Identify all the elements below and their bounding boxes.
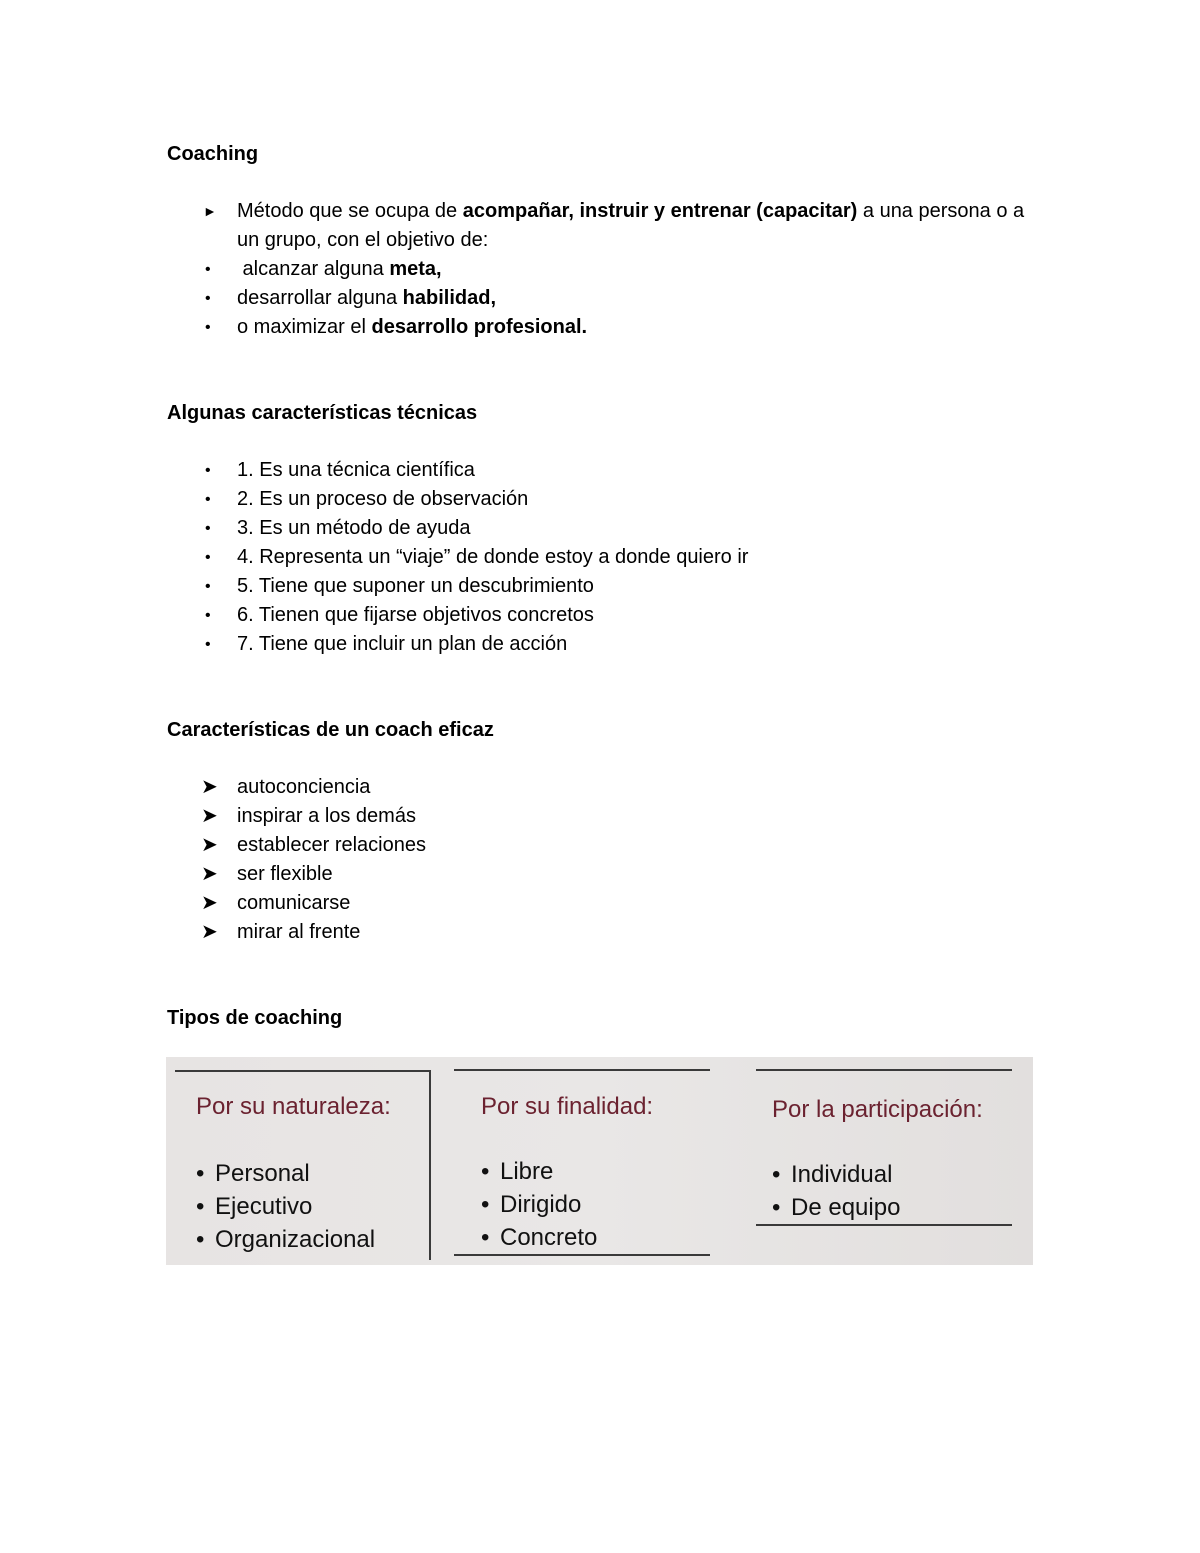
list-item: • Personal xyxy=(196,1157,391,1190)
bullet-icon: • xyxy=(205,607,211,624)
bullet-icon: • xyxy=(481,1224,490,1251)
divider-line xyxy=(454,1254,710,1256)
list-item-objective: • o maximizar el desarrollo profesional. xyxy=(167,313,1037,342)
list-item-objective: • desarrollar alguna habilidad, xyxy=(167,284,1037,313)
divider-line xyxy=(175,1070,430,1072)
divider-line xyxy=(454,1069,710,1071)
bullet-icon: • xyxy=(481,1158,490,1185)
list-item: • 2. Es un proceso de observación xyxy=(167,485,1037,514)
bullet-icon: • xyxy=(772,1194,781,1221)
list-item: • Organizacional xyxy=(196,1223,391,1256)
list-item: ➤ establecer relaciones xyxy=(167,831,1037,860)
triangle-bullet-icon: ► xyxy=(203,203,217,219)
list-item: • Dirigido xyxy=(481,1188,653,1221)
list-item: • Concreto xyxy=(481,1221,653,1254)
type-column-title: Por la participación: xyxy=(772,1096,983,1123)
list-item-objective: • alcanzar alguna meta, xyxy=(167,255,1037,284)
bullet-icon: • xyxy=(196,1226,205,1253)
list-item: • De equipo xyxy=(772,1191,983,1224)
document-page xyxy=(167,140,1037,1033)
list-item-definition: ► Método que se ocupa de acompañar, instruir y entrenar (capacitar) a una persona o a un grupo, con el objetivo de: xyxy=(167,197,1037,255)
coaching-types-panel xyxy=(166,1057,1033,1265)
bullet-icon: • xyxy=(205,549,211,566)
bullet-icon: • xyxy=(772,1161,781,1188)
section-title-technical: Algunas características técnicas xyxy=(167,402,478,424)
section-title-types: Tipos de coaching xyxy=(167,1007,343,1029)
type-column-title: Por su naturaleza: xyxy=(196,1093,391,1120)
coaching-list xyxy=(167,197,1037,342)
bullet-icon: • xyxy=(205,290,211,307)
list-item: • 7. Tiene que incluir un plan de acción xyxy=(167,630,1037,659)
arrow-bullet-icon: ➤ xyxy=(201,892,218,914)
arrow-bullet-icon: ➤ xyxy=(201,834,218,856)
divider-line xyxy=(756,1069,1012,1071)
type-column-naturaleza xyxy=(196,1092,391,1256)
bullet-icon: • xyxy=(205,636,211,653)
list-item: • Ejecutivo xyxy=(196,1190,391,1223)
arrow-bullet-icon: ➤ xyxy=(201,776,218,798)
bullet-icon: • xyxy=(205,319,211,336)
list-item: ➤ comunicarse xyxy=(167,889,1037,918)
type-column-finalidad xyxy=(481,1092,653,1254)
coach-list xyxy=(167,773,1037,947)
list-item: • 1. Es una técnica científica xyxy=(167,456,1037,485)
list-item: ➤ mirar al frente xyxy=(167,918,1037,947)
list-item: ➤ ser flexible xyxy=(167,860,1037,889)
bullet-icon: • xyxy=(205,491,211,508)
bullet-icon: • xyxy=(196,1193,205,1220)
type-column-title: Por su finalidad: xyxy=(481,1093,654,1120)
list-item: • Libre xyxy=(481,1155,653,1188)
bullet-icon: • xyxy=(205,520,211,537)
type-column-participacion xyxy=(772,1095,983,1224)
list-item: • 5. Tiene que suponer un descubrimiento xyxy=(167,572,1037,601)
bullet-icon: • xyxy=(205,578,211,595)
bullet-icon: • xyxy=(196,1160,205,1187)
bullet-icon: • xyxy=(205,261,211,278)
list-item: • 6. Tienen que fijarse objetivos concretos xyxy=(167,601,1037,630)
list-item: • Individual xyxy=(772,1158,983,1191)
arrow-bullet-icon: ➤ xyxy=(201,921,218,943)
list-item: ➤ inspirar a los demás xyxy=(167,802,1037,831)
technical-list xyxy=(167,456,1037,659)
arrow-bullet-icon: ➤ xyxy=(201,805,218,827)
bullet-icon: • xyxy=(205,462,211,479)
divider-line xyxy=(756,1224,1012,1226)
list-item: • 4. Representa un “viaje” de donde estoy a donde quiero ir xyxy=(167,543,1037,572)
section-title-coaching: Coaching xyxy=(167,143,259,165)
list-item: • 3. Es un método de ayuda xyxy=(167,514,1037,543)
divider-line xyxy=(429,1070,431,1260)
arrow-bullet-icon: ➤ xyxy=(201,863,218,885)
bullet-icon: • xyxy=(481,1191,490,1218)
section-title-coach: Características de un coach eficaz xyxy=(167,719,494,741)
list-item: ➤ autoconciencia xyxy=(167,773,1037,802)
